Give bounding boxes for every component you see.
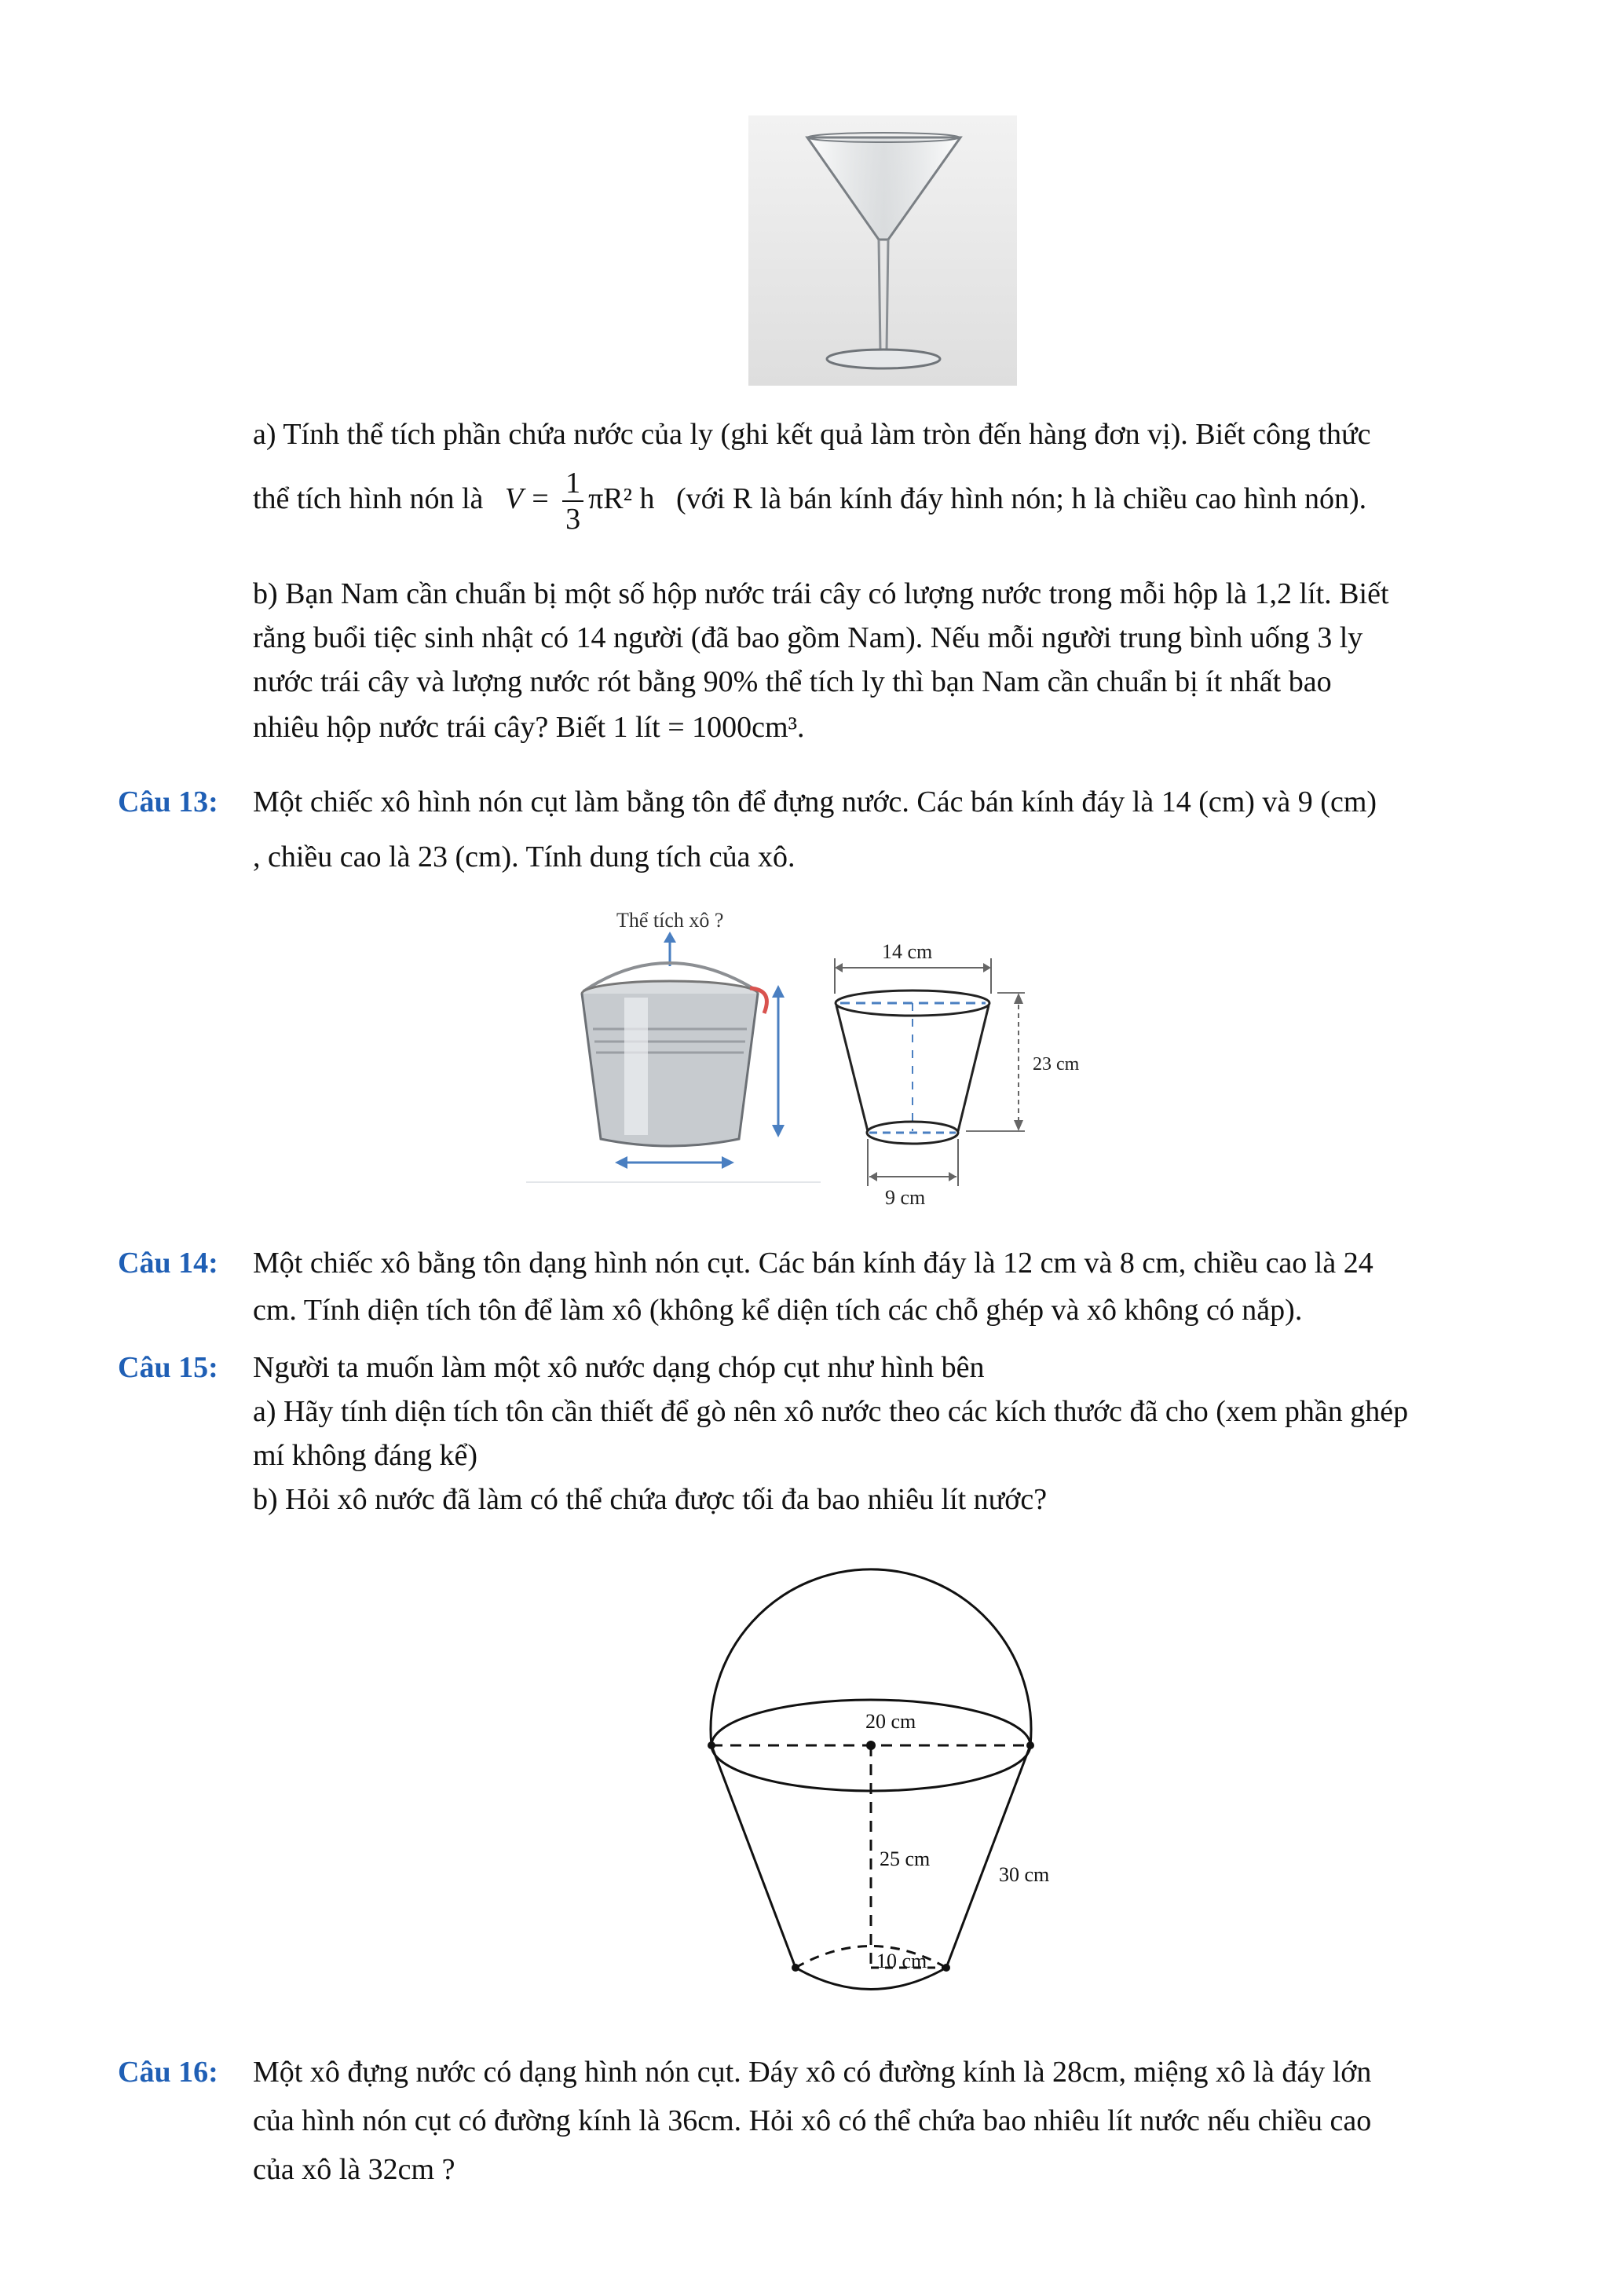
part-a-line2 [253, 463, 1366, 536]
formula-lhs: V = [504, 482, 550, 515]
q15-line4: b) Hỏi xô nước đã làm có thể chứa được tối đa bao nhiêu lít nước? [253, 1483, 1048, 1516]
formula-numerator: 1 [562, 466, 583, 502]
q13-caption: Thể tích xô ? [616, 909, 724, 932]
metal-bucket-icon [582, 963, 766, 1146]
top-center-point [866, 1741, 876, 1750]
part-a-line1: a) Tính thể tích phần chứa nước của ly (ghi kết quả làm tròn đến hàng đơn vị). Biết công thức [253, 418, 1371, 451]
q13-top-label: 14 cm [882, 940, 933, 963]
part-b-line1: b) Bạn Nam cần chuẩn bị một số hộp nước trái cây có lượng nước trong mỗi hộp là 1,2 lít. Biết [253, 577, 1389, 610]
caption-arrow-head [664, 932, 676, 943]
frustum-diagram [835, 940, 1080, 1209]
q15-height-label: 25 cm [880, 1847, 931, 1870]
q15-top-radius-label: 20 cm [865, 1710, 916, 1733]
q16-line2: của hình nón cụt có đường kính là 36cm. Hỏi xô có thể chứa bao nhiêu lít nước nếu chiều cao [253, 2104, 1372, 2137]
q16-label: Câu 16: [118, 2056, 218, 2089]
q15-slant-label: 30 cm [999, 1863, 1050, 1886]
q13-figure [522, 903, 1080, 1210]
part-b-line4: nhiêu hộp nước trái cây? Biết 1 lít = 1000cm³. [253, 711, 805, 744]
martini-glass-photo [748, 115, 1017, 386]
q16-line1: Một xô đựng nước có dạng hình nón cụt. Đáy xô có đường kính là 28cm, miệng xô là đáy lớn [253, 2056, 1372, 2089]
q15-label: Câu 15: [118, 1351, 218, 1384]
bucket-sphere-diagram [711, 1569, 1031, 1990]
q15-figure [691, 1532, 1084, 2019]
q15-line3: mí không đáng kể) [253, 1439, 478, 1472]
q13-label: Câu 13: [118, 785, 218, 818]
q14-line1: Một chiếc xô bằng tôn dạng hình nón cụt. Các bán kính đáy là 12 cm và 8 cm, chiều cao là 24 [253, 1247, 1373, 1280]
q13-line1: Một chiếc xô hình nón cụt làm bằng tôn để đựng nước. Các bán kính đáy là 14 (cm) và 9 (cm) [253, 785, 1377, 818]
part-b-line2: rằng buổi tiệc sinh nhật có 14 người (đã bao gồm Nam). Nếu mỗi người trung bình uống 3 ly [253, 621, 1363, 654]
q15-bottom-radius-label: 10 cm [876, 1950, 927, 1972]
part-a-line2-suffix: (với R là bán kính đáy hình nón; h là chiều cao hình nón). [676, 482, 1367, 515]
martini-glass-icon [748, 115, 1017, 386]
q16-line3: của xô là 32cm ? [253, 2153, 455, 2186]
part-b-line3: nước trái cây và lượng nước rót bằng 90% thể tích ly thì bạn Nam cần chuẩn bị ít nhất bao [253, 665, 1332, 698]
q14-label: Câu 14: [118, 1247, 218, 1280]
q13-height-label: 23 cm [1033, 1054, 1080, 1075]
q15-line1: Người ta muốn làm một xô nước dạng chóp cụt như hình bên [253, 1351, 985, 1384]
formula-rhs: πR² h [588, 482, 655, 515]
formula-fraction [562, 466, 583, 536]
q13-bottom-label: 9 cm [885, 1186, 926, 1209]
q13-line2: , chiều cao là 23 (cm). Tính dung tích của xô. [253, 840, 796, 873]
q14-line2: cm. Tính diện tích tôn để làm xô (không kể diện tích các chỗ ghép và xô không có nắp). [253, 1294, 1303, 1327]
formula-denominator: 3 [565, 503, 581, 536]
part-a-line2-prefix: thể tích hình nón là [253, 482, 484, 515]
q15-line2: a) Hãy tính diện tích tôn cần thiết để gò nên xô nước theo các kích thước đã cho (xem phần ghép [253, 1395, 1409, 1428]
